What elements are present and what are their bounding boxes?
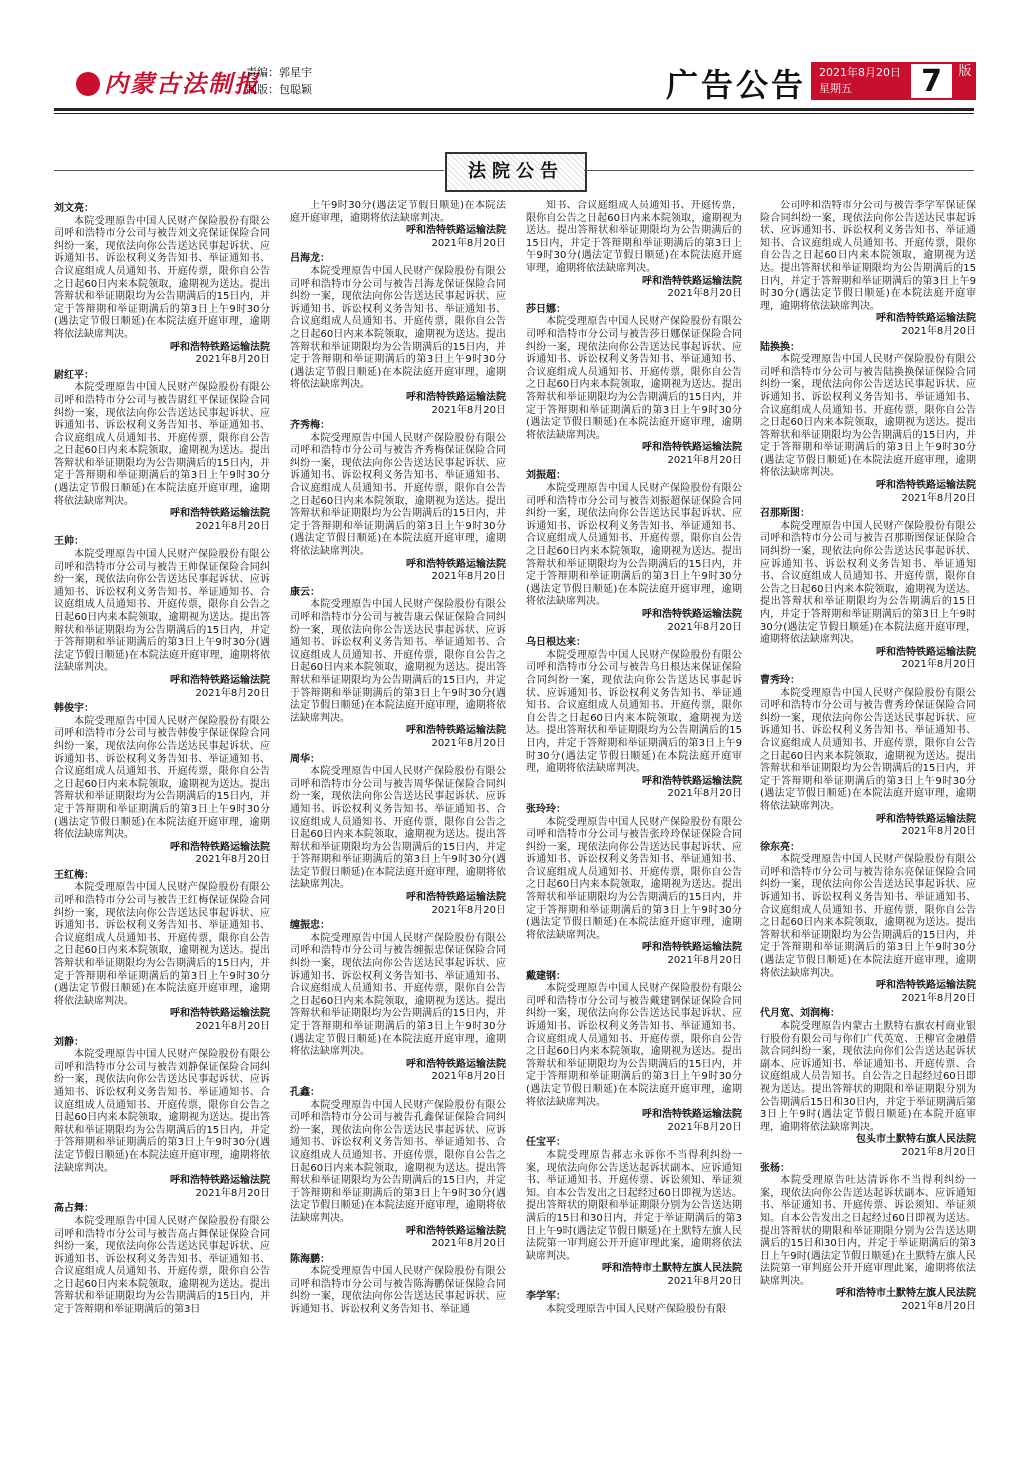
notice-court: 呼和浩特铁路运输法院 (876, 813, 976, 825)
notice-date: 2021年8月20日 (195, 1187, 270, 1199)
notice (54, 1037, 270, 1201)
notice-name: 刘文亮： (54, 203, 94, 214)
notice-body: 知书、合议庭组成人员通知书、开庭传票，限你自公告之日起60日内来本院领取，逾期视为送达。提出答辩状和举证期限均为公告期满后的15日内，并定于答辩期和举证期满后的第3日上午9时30分(遇法定节假日顺延)在本院法庭开庭审理，逾期将依法缺席判决。 (526, 200, 742, 274)
notice (760, 342, 976, 506)
notice-court: 呼和浩特铁路运输法院 (406, 725, 506, 737)
notice-court: 呼和浩特铁路运输法院 (170, 341, 270, 353)
notice-name: 曹秀玲： (760, 674, 800, 686)
notice-date: 2021年8月20日 (901, 659, 976, 671)
notice-date: 2021年8月20日 (901, 826, 976, 838)
notice-name: 韩俊宇： (54, 703, 94, 715)
notice (290, 587, 506, 751)
notice-court: 呼和浩特铁路运输法院 (406, 892, 506, 904)
notice-date: 2021年8月20日 (901, 1146, 976, 1158)
producer-credit: 制版：包聪颖 (246, 83, 312, 96)
notice-name: 召那斯图： (760, 508, 810, 520)
notice (54, 870, 270, 1034)
notice-name: 徐东亮： (760, 841, 800, 853)
notice-name: 尉红平： (54, 369, 94, 381)
page-number: 7 (909, 62, 954, 100)
notice-column-1 (54, 200, 270, 1470)
notice-name: 周华： (290, 753, 320, 765)
notice-date: 2021年8月20日 (901, 325, 976, 337)
notice-body: 公司呼和浩特市分公司与被告李学军保证保险合同纠纷一案，现依法向你公告送达民事起诉状、应诉通知书、诉讼权利义务告知书、举证通知书、合议庭组成人员通知书、开庭传票，限你自公告之日起60日内来本院领取，逾期视为送达。提出答辩状和举证期限均为公告期满后的15日内，并定于答辩期和举证期满后的第3日上午9时30分(遇法定节假日顺延)在本院法庭开庭审理，逾期将依法缺席判决。 (760, 200, 976, 312)
notice-name: 刘振超： (526, 470, 566, 482)
notice-court: 呼和浩特铁路运输法院 (170, 1175, 270, 1187)
notice-date: 2021年8月20日 (195, 687, 270, 699)
masthead-rule-thin (54, 113, 974, 114)
notice (54, 203, 270, 367)
notice-body: 本院受理原告中国人民财产保险股份有限公司呼和浩特市分公司与被告康云保证保险合同纠纷一案，现依法向你公告送达民事起诉状、应诉通知书、诉讼权利义务告知书、举证通知书、合议庭组成人员通知书、开庭传票，限你自公告之日起60日内来本院领取，逾期视为送达。提出答辩状和举证期限均为公告期满后的15日内，并定于答辩期和举证期满后的第3日上午9时30分(遇法定节假日顺延)在本院法庭开庭审理，逾期将依法缺席判决。 (290, 599, 506, 724)
notice-name: 缠振忠： (290, 920, 330, 932)
issue-date: 2021年8月20日 (819, 66, 901, 79)
notice-date: 2021年8月20日 (431, 237, 506, 249)
notice-court: 呼和浩特铁路运输法院 (876, 313, 976, 325)
notice (290, 420, 506, 584)
notice-body: 本院受理原告中国人民财产保险股份有限公司呼和浩特市分公司与被告徐东亮保证保险合同纠纷一案，现依法向你公告送达民事起诉状、应诉通知书、诉讼权利义务告知书、举证通知书、合议庭组成人员通知书、开庭传票，限你自公告之日起60日内来本院领取，逾期视为送达。提出答辩状和举证期限均为公告期满后的15日内，并定于答辩期和举证期满后的第3日上午9时30分(遇法定节假日顺延)在本院法庭开庭审理，逾期将依法缺席判决。 (760, 854, 976, 979)
notice-date: 2021年8月20日 (431, 1238, 506, 1250)
court-notice-header: 法院公告 (445, 152, 587, 192)
notice-name: 张玲玲： (526, 803, 566, 815)
notice-date: 2021年8月20日 (195, 1021, 270, 1032)
notice-name: 刘静： (54, 1036, 84, 1048)
notice-date: 2021年8月20日 (901, 1301, 976, 1313)
notice (760, 508, 976, 672)
notice-court: 呼和浩特铁路运输法院 (170, 841, 270, 853)
notice-body: 本院受理原告中国人民财产保险股份有限公司呼和浩特市分公司与被告陆换换保证保险合同纠纷一案，现依法向你公告送达民事起诉状、应诉通知书、诉讼权利义务告知书、举证通知书、合议庭组成人员通知书、开庭传票，限你自公告之日起60日内来本院领取，逾期视为送达。提出答辩状和举证期限均为公告期满后的15日内，并定于答辩期和举证期满后的第3日上午9时30分(遇法定节假日顺延)在本院法庭开庭审理，逾期将依法缺席判决。 (760, 354, 976, 479)
notice-court: 呼和浩特铁路运输法院 (876, 980, 976, 992)
notice-body: 本院受理原告中国人民财产保险股份有限公司呼和浩特市分公司与被告莎日娜保证保险合同纠纷一案，现依法向你公告送达民事起诉状、应诉通知书、诉讼权利义务告知书、举证通知书、合议庭组成人员通知书、开庭传票，限你自公告之日起60日内来本院领取，逾期视为送达。提出答辩状和举证期限均为公告期满后的15日内，并定于答辩期和举证期满后的第3日上午9时30分(遇法定节假日顺延)在本院法庭开庭审理，逾期将依法缺席判决。 (526, 316, 742, 441)
notice-date: 2021年8月20日 (901, 992, 976, 1004)
notice-court: 呼和浩特铁路运输法院 (642, 442, 742, 454)
header-line-left (54, 170, 444, 171)
notice-column-4 (760, 200, 976, 1470)
notice-court: 呼和浩特铁路运输法院 (170, 508, 270, 520)
notice-name: 王红梅： (54, 869, 94, 881)
notice-name: 张杨： (760, 1162, 790, 1174)
notice (290, 253, 506, 417)
notice (54, 370, 270, 534)
notice (526, 1137, 742, 1288)
header-line-right (584, 170, 974, 171)
notice-court: 呼和浩特铁路运输法院 (642, 609, 742, 620)
notice-court: 呼和浩特市土默特左旗人民法院 (602, 1263, 742, 1275)
notice-body: 本院受理原告中国人民财产保险股份有限公司呼和浩特市分公司与被告乌日根达来保证保险合同纠纷一案，现依法向你公告送达民事起诉状、应诉通知书、诉讼权利义务告知书、举证通知书、合议庭组成人员通知书、开庭传票，限你自公告之日起60日内来本院领取，逾期视为送达。提出答辩状和举证期限均为公告期满后的15日内，并定于答辩期和举证期满后的第3日上午9时30分(遇法定节假日顺延)在本院法庭开庭审理，逾期将依法缺席判决。 (526, 649, 742, 775)
notice-column-2 (290, 200, 506, 1470)
notice-body: 本院受理原告中国人民财产保险股份有限公司呼和浩特市分公司与被告韩俊宇保证保险合同纠纷一案，现依法向你公告送达民事起诉状、应诉通知书、诉讼权利义务告知书、举证通知书、合议庭组成人员通知书、开庭传票，限你自公告之日起60日内来本院领取，逾期视为送达。提出答辩状和举证期限均为公告期满后的15日内，并定于答辩期和举证期满后的第3日上午9时30分(遇法定节假日顺延)在本院法庭开庭审理，逾期将依法缺席判决。 (54, 715, 270, 841)
masthead (54, 54, 974, 108)
notice-body: 本院受理原告中国人民财产保险股份有限公司呼和浩特市分公司与被告高占舞保证保险合同纠纷一案，现依法向你公告送达民事起诉状、应诉通知书、诉讼权利义务告知书、举证通知书、合议庭组成人员通知书、开庭传票，限你自公告之日起60日内来本院领取，逾期视为送达。提出答辩状和举证期限均为公告期满后的15日内，并定于答辩期和举证期满后的第3日 (54, 1215, 270, 1316)
notice-court: 呼和浩特铁路运输法院 (406, 391, 506, 403)
notice (290, 1087, 506, 1251)
notice (290, 920, 506, 1084)
notice-body: 本院受理原告中国人民财产保险股份有限公司呼和浩特市分公司与被告刘振超保证保险合同纠纷一案，现依法向你公告送达民事起诉状、应诉通知书、诉讼权利义务告知书、举证通知书、合议庭组成人员通知书、开庭传票，限你自公告之日起60日内来本院领取，逾期视为送达。提出答辩状和举证期限均为公告期满后的15日内，并定于答辩期和举证期满后的第3日上午9时30分(遇法定节假日顺延)在本院法庭开庭审理，逾期将依法缺席判决。 (526, 483, 742, 608)
notice-body: 本院受理原告中国人民财产保险股份有限公司呼和浩特市分公司与被告王红梅保证保险合同纠纷一案，现依法向你公告送达民事起诉状、应诉通知书、诉讼权利义务告知书、举证通知书、合议庭组成人员通知书、开庭传票，限你自公告之日起60日内来本院领取，逾期视为送达。提出答辩状和举证期限均为公告期满后的15日内，并定于答辩期和举证期满后的第3日上午9时30分(遇法定节假日顺延)在本院法庭开庭审理，逾期将依法缺席判决。 (54, 882, 270, 1007)
notice-date: 2021年8月20日 (431, 904, 506, 916)
notice (526, 971, 742, 1135)
notice-name: 陆换换： (760, 341, 800, 353)
notice (526, 470, 742, 634)
notice-court: 包头市土默特右旗人民法院 (856, 1134, 976, 1146)
notice-court: 呼和浩特铁路运输法院 (406, 225, 506, 237)
notice-column-3 (526, 200, 742, 1470)
notice-name: 李学军： (526, 1291, 566, 1303)
notice-body: 本院受理原告中国人民财产保险股份有限 (546, 1304, 726, 1316)
notice-name: 乌日根达来： (526, 637, 586, 649)
notice-date: 2021年8月20日 (667, 621, 742, 633)
credits (246, 64, 312, 98)
notice-date: 2021年8月20日 (901, 492, 976, 504)
notice-court: 呼和浩特铁路运输法院 (876, 480, 976, 492)
notice-body: 本院受理原告中国人民财产保险股份有限公司呼和浩特市分公司与被告王帅保证保险合同纠纷一案，现依法向你公告送达民事起诉状、应诉通知书、诉讼权利义务告知书、举证通知书、合议庭组成人员通知书、开庭传票，限你自公告之日起60日内来本院领取，逾期视为送达。提出答辩状和举证期限均为公告期满后的15日内，并定于答辩期和举证期满后的第3日上午9时30分(遇法定节假日顺延)在本院法庭开庭审理，逾期将依法缺席判决。 (54, 549, 270, 674)
notice-court: 呼和浩特市土默特左旗人民法院 (836, 1288, 976, 1300)
section-title: 广告公告 (666, 66, 807, 104)
notice-body: 本院受理原告中国人民财产保险股份有限公司呼和浩特市分公司与被告齐秀梅保证保险合同纠纷一案，现依法向你公告送达民事起诉状、应诉通知书、诉讼权利义务告知书、举证通知书、合议庭组成人员通知书、开庭传票，限你自公告之日起60日内来本院领取，逾期视为送达。提出答辩状和举证期限均为公告期满后的15日内，并定于答辩期和举证期满后的第3日上午9时30分(遇法定节假日顺延)在本院法庭开庭审理，逾期将依法缺席判决。 (290, 432, 506, 558)
notice-body: 本院受理原告内蒙古土默特右旗农村商业银行股份有限公司与你们广代英宽、王柳官金融借款合同纠纷一案，现依法向你们公告送达起诉状副本、应诉通知书、举证通知书、开庭传票、合议庭组成人员告知书。自公告之日起经过60日即视为送达。提出答辩状的期限和举证期限分别为公告期满后15日和30日内，并定于举证期满后第3日上午9时(遇法定节假日顺延)在本院开庭审理，逾期将依法缺席判决。 (760, 1021, 976, 1133)
page-suffix: 版 (954, 62, 976, 100)
notice (54, 703, 270, 867)
notice-date: 2021年8月20日 (667, 955, 742, 967)
notice-court: 呼和浩特铁路运输法院 (406, 1058, 506, 1070)
notice (760, 1163, 976, 1314)
notice-body: 本院受理原告中国人民财产保险股份有限公司呼和浩特市分公司与被告张玲玲保证保险合同纠纷一案，现依法向你公告送达民事起诉状、应诉通知书、诉讼权利义务告知书、举证通知书、合议庭组成人员通知书、开庭传票，限你自公告之日起60日内来本院领取，逾期视为送达。提出答辩状和举证期限均为公告期满后的15日内，并定于答辩期和举证期满后的第3日上午9时30分(遇法定节假日顺延)在本院法庭开庭审理，逾期将依法缺席判决。 (526, 816, 742, 941)
notice-date: 2021年8月20日 (195, 854, 270, 866)
masthead-rule (54, 108, 974, 111)
notice-name: 吕海龙： (290, 253, 330, 265)
notice-name: 高占舞： (54, 1203, 94, 1215)
notice-date: 2021年8月20日 (667, 1275, 742, 1287)
notice (526, 804, 742, 968)
notice-court: 呼和浩特铁路运输法院 (170, 674, 270, 686)
notice-court: 呼和浩特铁路运输法院 (642, 775, 742, 787)
notice-name: 戴建钢： (526, 970, 566, 982)
notice (54, 536, 270, 700)
notice-body: 本院受理原告中国人民财产保险股份有限公司呼和浩特市分公司与被告召那斯图保证保险合同纠纷一案，现依法向你公告送达民事起诉状、应诉通知书、诉讼权利义务告知书、举证通知书、合议庭组成人员通知书、开庭传票，限你自公告之日起60日内来本院领取，逾期视为送达。提出答辩状和举证期限均为公告期满后的15日内，并定于答辩期和举证期满后的第3日上午9时30分(遇法定节假日顺延)在本院法庭开庭审理，逾期将依法缺席判决。 (760, 520, 976, 646)
notice-body: 本院受理原告中国人民财产保险股份有限公司呼和浩特市分公司与被告刘静保证保险合同纠纷一案，现依法向你公告送达民事起诉状、应诉通知书、诉讼权利义务告知书、举证通知书、合议庭组成人员通知书、开庭传票，限你自公告之日起60日内来本院领取，逾期视为送达。提出答辩状和举证期限均为公告期满后的15日内，并定于答辩期和举证期满后的第3日上午9时30分(遇法定节假日顺延)在本院法庭开庭审理，逾期将依法缺席判决。 (54, 1049, 270, 1174)
notice-name: 王帅： (54, 536, 84, 548)
notice (760, 842, 976, 1006)
notice (526, 200, 742, 301)
notice (760, 1008, 976, 1159)
notice (54, 1203, 270, 1316)
notice-body: 本院受理原告中国人民财产保险股份有限公司呼和浩特市分公司与被告周华保证保险合同纠纷一案，现依法向你公告送达民事起诉状、应诉通知书、诉讼权利义务告知书、举证通知书、合议庭组成人员通知书、开庭传票，限你自公告之日起60日内来本院领取，逾期视为送达。提出答辩状和举证期限均为公告期满后的15日内，并定于答辩期和举证期满后的第3日上午9时30分(遇法定节假日顺延)在本院法庭开庭审理，逾期将依法缺席判决。 (290, 766, 506, 891)
notice-date: 2021年8月20日 (431, 737, 506, 749)
notice-name: 齐秀梅： (290, 420, 330, 432)
notice (526, 304, 742, 468)
notice-name: 莎日娜： (526, 303, 566, 315)
notice-court: 呼和浩特铁路运输法院 (406, 558, 506, 570)
notice (526, 1291, 742, 1316)
notice (760, 675, 976, 839)
notice-court: 呼和浩特铁路运输法院 (170, 1008, 270, 1020)
notice-body: 本院受理原告中国人民财产保险股份有限公司呼和浩特市分公司与被告陈海鹏保证保险合同纠纷一案，现依法向你公告送达民事起诉状、应诉通知书、诉讼权利义务告知书、举证通 (290, 1266, 506, 1316)
notice-name: 代月宽、刘润梅： (760, 1008, 840, 1020)
notice-body: 本院受理原告中国人民财产保险股份有限公司呼和浩特市分公司与被告尉红平保证保险合同纠纷一案，现依法向你公告送达民事起诉状、应诉通知书、诉讼权利义务告知书、举证通知书、合议庭组成人员通知书、开庭传票，限你自公告之日起60日内来本院领取，逾期视为送达。提出答辩状和举证期限均为公告期满后的15日内，并定于答辩期和举证期满后的第3日上午9时30分(遇法定节假日顺延)在本院法庭开庭审理，逾期将依法缺席判决。 (54, 382, 270, 507)
notice-court: 呼和浩特铁路运输法院 (642, 275, 742, 287)
notice-date: 2021年8月20日 (431, 1071, 506, 1083)
notice-date: 2021年8月20日 (195, 354, 270, 366)
notice-court: 呼和浩特铁路运输法院 (406, 1225, 506, 1237)
notice (290, 1254, 506, 1317)
notice-date: 2021年8月20日 (667, 788, 742, 800)
notice-body: 本院受理原告郝志永诉你不当得利纠纷一案，现依法向你公告送达起诉状副本、应诉通知书、举证通知书、开庭传票、诉讼须知、举证须知。自本公告发出之日起经过60日即视为送达。提出答辩状的期限和举证期限分别为公告送达期满后的15日和30日内，并定于举证期满后的第3日上午9时(遇法定节假日顺延)在土默特左旗人民法院第一审判庭公开开庭审理此案，逾期将依法缺席判决。 (526, 1149, 742, 1262)
notice-body: 本院受理原告中国人民财产保险股份有限公司呼和浩特市分公司与被告吕海龙保证保险合同纠纷一案，现依法向你公告送达民事起诉状、应诉通知书、诉讼权利义务告知书、举证通知书、合议庭组成人员通知书、开庭传票，限你自公告之日起60日内来本院领取，逾期视为送达。提出答辩状和举证期限均为公告期满后的15日内，并定于答辩期和举证期满后的第3日上午9时30分(遇法定节假日顺延)在本院法庭开庭审理，逾期将依法缺席判决。 (290, 265, 506, 391)
notice-body: 本院受理原告吐达清诉你不当得利纠纷一案，现依法向你公告送达起诉状副本、应诉通知书、举证通知书、开庭传票、诉讼须知、举证须知。自本公告发出之日起经过60日即视为送达。提出答辩状的期限和举证期限分别为公告送达期满后的15日和30日内，并定于举证期满后的第3日上午9时(遇法定节假日顺延)在土默特左旗人民法院第一审判庭公开开庭审理此案，逾期将依法缺席判决。 (760, 1175, 976, 1287)
notice-body: 本院受理原告中国人民财产保险股份有限公司呼和浩特市分公司与被告孔鑫保证保险合同纠纷一案，现依法向你公告送达民事起诉状、应诉通知书、诉讼权利义务告知书、举证通知书、合议庭组成人员通知书、开庭传票，限你自公告之日起60日内来本院领取，逾期视为送达。提出答辩状和举证期限均为公告期满后的15日内，并定于答辩期和举证期满后的第3日上午9时30分(遇法定节假日顺延)在本院法庭开庭审理，逾期将依法缺席判决。 (290, 1099, 506, 1224)
notice-body: 本院受理原告中国人民财产保险股份有限公司呼和浩特市分公司与被告刘文亮保证保险合同纠纷一案，现依法向你公告送达民事起诉状、应诉通知书、诉讼权利义务告知书、举证通知书、合议庭组成人员通知书、开庭传票，限你自公告之日起60日内来本院领取，逾期视为送达。提出答辩状和举证期限均为公告期满后的15日内，并定于答辩期和举证期满后的第3日上午9时30分(遇法定节假日顺延)在本院法庭开庭审理，逾期将依法缺席判决。 (54, 215, 270, 340)
notice-date: 2021年8月20日 (667, 454, 742, 466)
notice-date: 2021年8月20日 (195, 520, 270, 532)
notice-body: 本院受理原告中国人民财产保险股份有限公司呼和浩特市分公司与被告曹秀玲保证保险合同纠纷一案，现依法向你公告送达民事起诉状、应诉通知书、诉讼权利义务告知书、举证通知书、合议庭组成人员通知书、开庭传票，限你自公告之日起60日内来本院领取，逾期视为送达。提出答辩状和举证期限均为公告期满后的15日内，并定于答辩期和举证期满后的第3日上午9时30分(遇法定节假日顺延)在本院法庭开庭审理，逾期将依法缺席判决。 (760, 687, 976, 812)
notice-date: 2021年8月20日 (431, 571, 506, 583)
notice-name: 孔鑫： (290, 1086, 320, 1098)
notice-date: 2021年8月20日 (431, 404, 506, 416)
notice-court: 呼和浩特铁路运输法院 (876, 646, 976, 658)
notice-body: 本院受理原告中国人民财产保险股份有限公司呼和浩特市分公司与被告戴建钢保证保险合同纠纷一案，现依法向你公告送达民事起诉状、应诉通知书、诉讼权利义务告知书、举证通知书、合议庭组成人员通知书、开庭传票，限你自公告之日起60日内来本院领取，逾期视为送达。提出答辩状和举证期限均为公告期满后的15日内，并定于答辩期和举证期满后的第3日上午9时30分(遇法定节假日顺延)在本院法庭开庭审理，逾期将依法缺席判决。 (526, 983, 742, 1108)
notice-body: 本院受理原告中国人民财产保险股份有限公司呼和浩特市分公司与被告缠振忠保证保险合同纠纷一案，现依法向你公告送达民事起诉状、应诉通知书、诉讼权利义务告知书、举证通知书、合议庭组成人员通知书、开庭传票，限你自公告之日起60日内来本院领取，逾期视为送达。提出答辩状和举证期限均为公告期满后的15日内，并定于答辩期和举证期满后的第3日上午9时30分(遇法定节假日顺延)在本院法庭开庭审理，逾期将依法缺席判决。 (290, 932, 506, 1058)
issue-date-box (811, 62, 909, 100)
notice-name: 陈海鹏： (290, 1253, 330, 1265)
notice-date: 2021年8月20日 (667, 288, 742, 300)
notice-court: 呼和浩特铁路运输法院 (642, 942, 742, 954)
logo-icon (76, 72, 100, 96)
notice-court: 呼和浩特铁路运输法院 (642, 1109, 742, 1121)
newspaper-logo: 内蒙古法制报 (76, 64, 260, 99)
editor-credit: 责编：郭星宇 (246, 66, 312, 79)
notice (760, 200, 976, 339)
notice (290, 200, 506, 250)
issue-weekday: 星期五 (819, 82, 852, 95)
notice-name: 任宝平： (526, 1137, 566, 1149)
notice-name: 康云： (290, 586, 320, 598)
notice (290, 754, 506, 918)
notice (526, 637, 742, 801)
notice-body: 上午9时30分(遇法定节假日顺延)在本院法庭开庭审理，逾期将依法缺席判决。 (290, 200, 506, 224)
notice-date: 2021年8月20日 (667, 1121, 742, 1133)
